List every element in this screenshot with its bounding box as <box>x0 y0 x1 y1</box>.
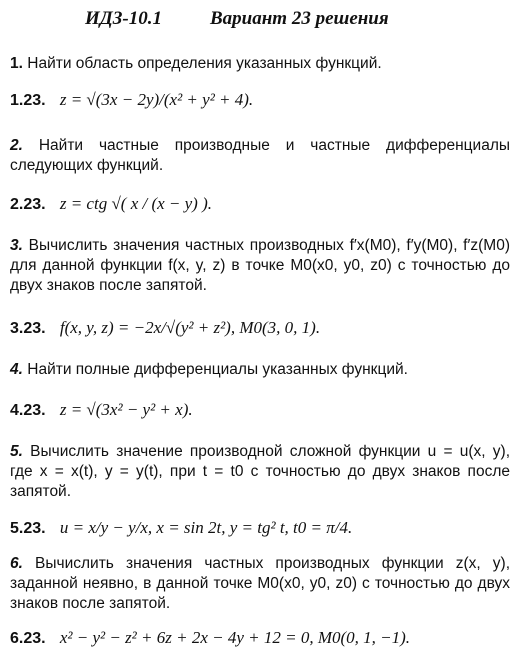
formula-number: 1.23. <box>10 92 46 109</box>
task-text: Вычислить значения частных производных функции z(x, y), заданной неявно, в данной точке M0(x0, y0, z0) с точностью до двух знаков после запятой. <box>10 555 510 612</box>
task-1-formula <box>10 88 515 113</box>
task-5-formula <box>10 516 515 541</box>
formula-text: z = √(3x² − y² + x). <box>59 400 193 419</box>
task-text: Найти частные производные и частные дифференциалы следующих функций. <box>10 137 510 174</box>
task-2-formula <box>10 192 515 217</box>
task-3-statement <box>10 236 510 296</box>
formula-number: 2.23. <box>10 196 46 213</box>
formula-text: z = √(3x − 2y)/(x² + y² + 4). <box>59 90 254 109</box>
task-1-statement <box>10 54 510 74</box>
task-text: Вычислить значение производной сложной функции u = u(x, y), где x = x(t), y = y(t), при t = t0 с точностью до двух знаков после запятой. <box>10 443 510 500</box>
formula-number: 3.23. <box>10 320 46 337</box>
task-text: Найти область определения указанных функций. <box>27 55 382 72</box>
formula-number: 4.23. <box>10 402 46 419</box>
task-text: Вычислить значения частных производных f′x(M0), f′y(M0), f′z(M0) для данной функции f(x, y, z) в точке M0(x0, y0, z0) с точностью до двух знаков после запятой. <box>10 237 510 294</box>
document-title: ИДЗ-10.1 <box>85 8 163 29</box>
formula-text: f(x, y, z) = −2x/√(y² + z²), M0(3, 0, 1). <box>59 318 321 337</box>
task-number: 1. <box>10 55 23 72</box>
task-5-statement <box>10 442 510 502</box>
task-3-formula <box>10 316 515 341</box>
variant-label: Вариант 23 решения <box>210 8 389 29</box>
task-4-statement <box>10 360 510 380</box>
task-number: 2. <box>10 137 23 154</box>
task-4-formula <box>10 398 515 423</box>
task-2-statement <box>10 136 510 176</box>
task-number: 5. <box>10 443 23 460</box>
task-text: Найти полные дифференциалы указанных функций. <box>27 361 408 378</box>
formula-number: 6.23. <box>10 630 46 647</box>
task-6-statement <box>10 554 510 614</box>
task-number: 4. <box>10 361 23 378</box>
task-number: 6. <box>10 555 23 572</box>
formula-text: x² − y² − z² + 6z + 2x − 4y + 12 = 0, M0(0, 1, −1). <box>59 628 411 647</box>
formula-text: u = x/y − y/x, x = sin 2t, y = tg² t, t0 = π/4. <box>59 518 353 537</box>
task-number: 3. <box>10 237 23 254</box>
formula-number: 5.23. <box>10 520 46 537</box>
task-6-formula <box>10 626 515 651</box>
formula-text: z = ctg √( x / (x − y) ). <box>59 194 213 213</box>
